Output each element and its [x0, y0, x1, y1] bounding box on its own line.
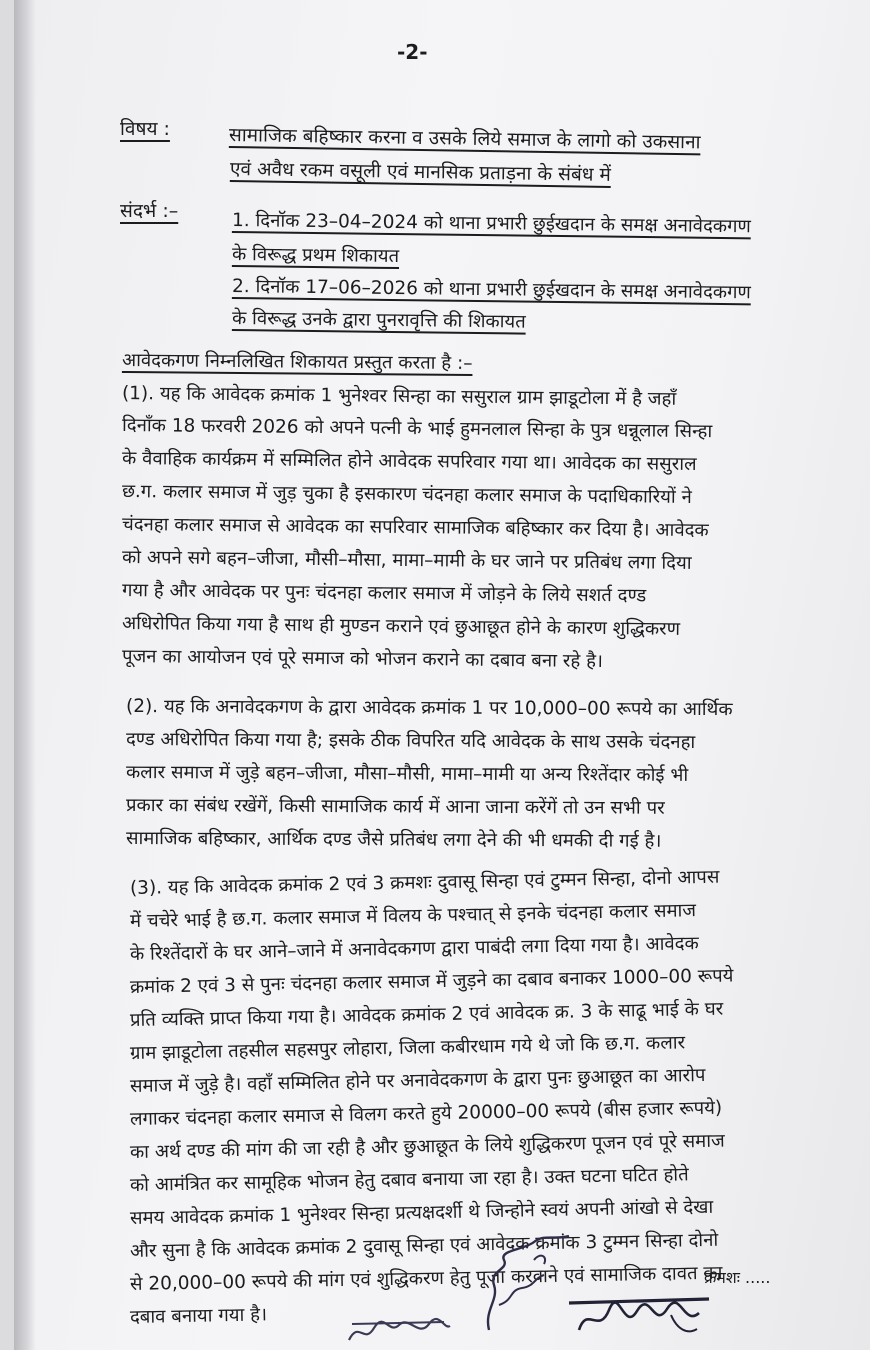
para3-line-4: क्रमांक 2 एवं 3 से पुनः चंदनहा कलार समाज में जुड़ने का दबाव बनाकर 1000–00 रूपये	[129, 965, 734, 998]
para1-line-9: पूजन का आयोजन एवं पूरे समाज को भोजन कराने का दबाव बना रहे है।	[121, 646, 604, 673]
para3-line-2: में चचेरे भाई है छ.ग. कलार समाज में विलय के पश्चात् से इनके चंदनहा कलार समाज	[129, 900, 697, 932]
para1-line-6: को अपने सगे बहन–जीजा, मौसी–मौसा, मामा–मामी के घर जाने पर प्रतिबंध लगा दिया	[121, 547, 692, 574]
para1-line-3: के वैवाहिक कार्यक्रम में सम्मिलित होने आवेदक सपरिवार गया था। आवेदक का ससुराल	[121, 448, 697, 476]
para3-line-13: से 20,000–00 रूपये की मांग एवं शुद्धिकरण हेतु पूजा करवाने एवं सामाजिक दावत का	[129, 1262, 723, 1295]
para2-line-5: सामाजिक बहिष्कार, आर्थिक दण्ड जैसे प्रतिबंध लगा देने की भी धमकी दी गई है।	[125, 828, 662, 852]
subject-label: विषय :	[120, 118, 170, 140]
continued-marker: क्रमशः .....	[704, 1268, 771, 1287]
document-page	[14, 0, 870, 1350]
para3-line-1: (3). यह कि आवेदक क्रमांक 2 एवं 3 क्रमशः दुवासू सिन्हा एवं टुम्मन सिन्हा, दोनो आपस	[129, 866, 720, 899]
para3-line-12: और सुना है कि आवेदक क्रमांक 2 दुवासू सिन्हा एवं आवेदक क्रमांक 3 टुम्मन सिन्हा दोनो	[129, 1229, 719, 1262]
intro-line: आवेदकगण निम्नलिखित शिकायत प्रस्तुत करता है :–	[121, 350, 473, 375]
para3-line-5: प्रति व्यक्ति प्राप्त किया गया है। आवेदक क्रमांक 2 एवं आवेदक क्र. 3 के साढू भाई के घर	[129, 998, 724, 1031]
para3-line-10: को आमंत्रित कर सामूहिक भोजन हेतु दबाव बनाया जा रहा है। उक्त घटना घटित होते	[129, 1164, 689, 1196]
para3-line-3: के रिश्तेंदारों के घर आने–जाने में अनावेदकगण द्वारा पाबंदी लगा दिया गया है। आवेदक	[129, 933, 699, 965]
para1-line-4: छ.ग. कलार समाज में जुड़ चुका है इसकारण चंदनहा कलार समाज के पदाधिकारियों ने	[121, 481, 692, 508]
para3-line-14: दबाव बनाया गया है।	[129, 1304, 268, 1328]
reference-line-1: 1. दिनॉक 23–04–2024 को थाना प्रभारी छुईखदान के समक्ष अनावेदकगण	[231, 210, 751, 238]
reference-line-3: 2. दिनॉक 17–06–2026 को थाना प्रभारी छुईखदान के समक्ष अनावेदकगण	[231, 276, 751, 304]
para1-line-1: (1). यह कि आवेदक क्रमांक 1 भुनेश्वर सिन्हा का ससुराल ग्राम झाडूटोला में है जहाँ	[121, 383, 677, 410]
page-number: -2-	[397, 40, 428, 64]
para3-line-8: लगाकर चंदनहा कलार समाज से विलग करते हुये 20000–00 रूपये (बीस हजार रूपये)	[129, 1097, 723, 1130]
para2-line-2: दण्ड अधिरोपित किया गया है; इसके ठीक विपरित यदि आवेदक के साथ उसके चंदनहा	[125, 729, 696, 753]
para2-line-1: (2). यह कि अनावेदकगण के द्वारा आवेदक क्रमांक 1 पर 10,000–00 रूपये का आर्थिक	[125, 696, 733, 721]
para3-line-9: का अर्थ दण्ड की मांग की जा रही है और छुआछूत के लिये शुद्धिकरण पूजन एवं पूरे समाज	[129, 1130, 725, 1163]
reference-line-2: के विरूद्ध प्रथम शिकायत	[231, 244, 400, 268]
para3-line-6: ग्राम झाडूटोला तहसील सहसपुर लोहारा, जिला कबीरधाम गये थे जो कि छ.ग. कलार	[129, 1032, 686, 1064]
para1-line-8: अधिरोपित किया गया है साथ ही मुण्डन कराने एवं छुआछूत होने के कारण शुद्धिकरण	[121, 613, 681, 640]
para2-line-3: कलार समाज में जुड़े बहन–जीजा, मौसा–मौसी, मामा–मामी या अन्य रिश्तेंदार कोई भी	[125, 762, 689, 786]
subject-line-2: एवं अवैध रकम वसूली एवं मानसिक प्रताड़ना के संबंध में	[229, 158, 612, 186]
para1-line-2: दिनाँक 18 फरवरी 2026 को अपने पत्नी के भाई हुमनलाल सिन्हा के पुत्र धन्नूलाल सिन्हा	[121, 415, 713, 443]
signature-3	[559, 1285, 719, 1345]
subject-line-1: सामाजिक बहिष्कार करना व उसके लिये समाज के लागो को उकसाना	[228, 124, 701, 154]
signature-1	[344, 1300, 454, 1350]
reference-label: संदर्भ :–	[120, 200, 179, 222]
reference-line-4: के विरूद्ध उनके द्वारा पुनरावृत्ति की शिकायत	[231, 308, 526, 333]
para3-line-11: समय आवेदक क्रमांक 1 भुनेश्वर सिन्हा प्रत्यक्षदर्शी थे जिन्होने स्वयं अपनी आंखो से देखा	[129, 1196, 714, 1229]
para1-line-5: चंदनहा कलार समाज से आवेदक का सपरिवार सामाजिक बहिष्कार कर दिया है। आवेदक	[121, 514, 709, 542]
para2-line-4: प्रकार का संबंध रखेंगें, किसी सामाजिक कार्य में आना जाना करेंगें तो उन सभी पर	[125, 795, 665, 819]
para1-line-7: गया है और आवेदक पर पुनः चंदनहा कलार समाज में जोड़ने के लिये सशर्त दण्ड	[121, 580, 647, 607]
page-shadow-edge	[14, 0, 36, 1350]
para3-line-7: समाज में जुड़े है। वहाँ सम्मिलित होने पर अनावेदकगण के द्वारा पुनः छुआछूत का आरोप	[129, 1064, 706, 1097]
